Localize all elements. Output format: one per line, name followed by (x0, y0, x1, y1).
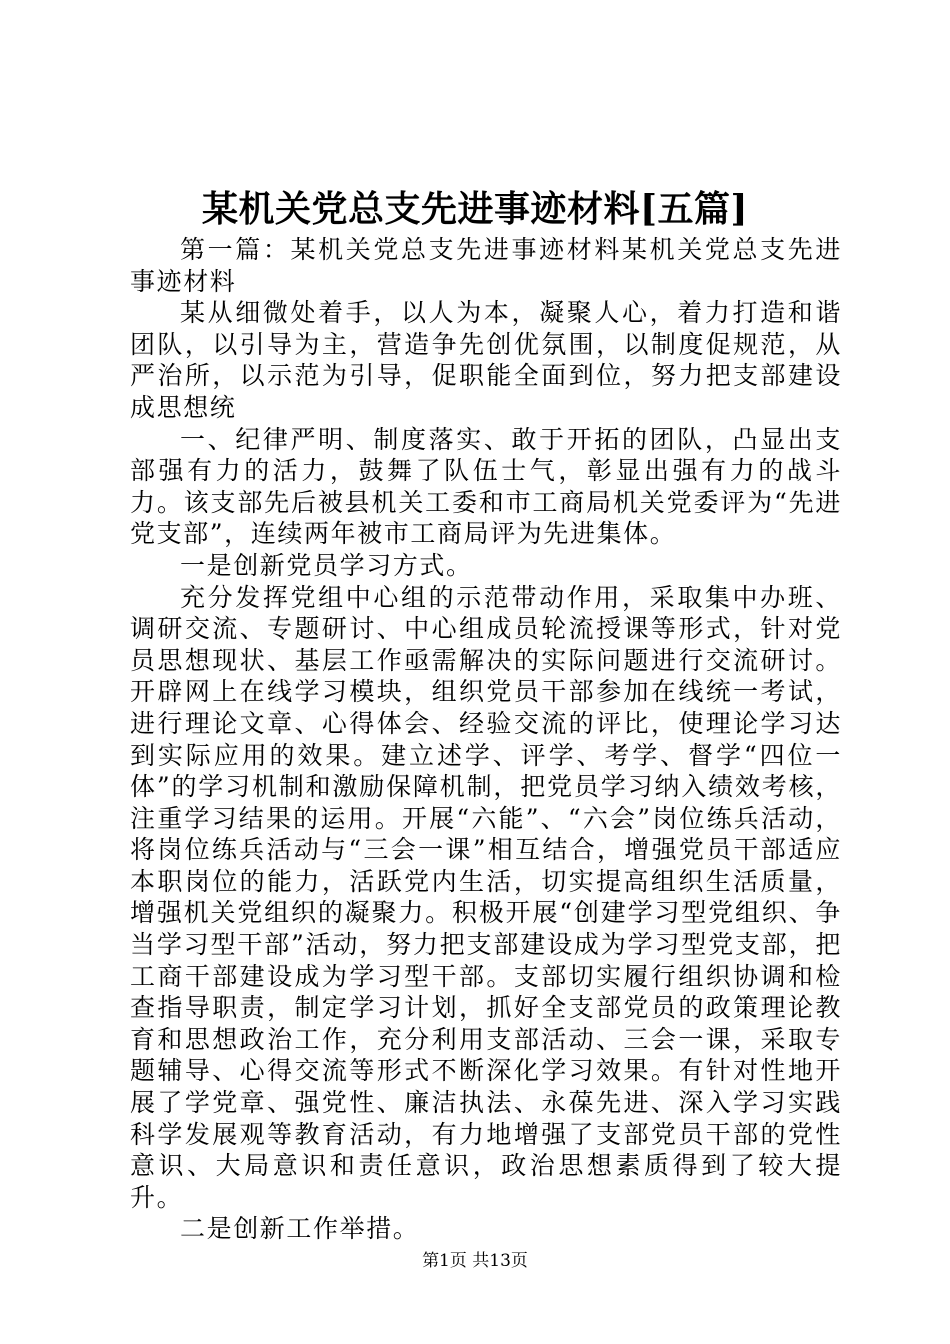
page-footer: 第1页 共13页 (422, 1251, 528, 1271)
paragraph-subheading-work: 二是创新工作举措。 (180, 1214, 420, 1244)
paragraph-subheading-study: 一是创新党员学习方式。 (180, 550, 473, 580)
paragraph-study-details: 充分发挥党组中心组的示范带动作用，采取集中办班、调研交流、专题研讨、中心组成员轮流授课等形式，针对党员思想现状、基层工作亟需解决的实际问题进行交流研讨。开辟网上在线学习模块，组织党员干部参加在线统一考试，进行理论文章、心得体会、经验交流的评比，使理论学习达到实际应用的效果。建立述学、评学、考学、督学“四位一体”的学习机制和激励保障机制，把党员学习纳入绩效考核，注重学习结果的运用。开展“六能”、“六会”岗位练兵活动，将岗位练兵活动与“三会一课”相互结合，增强党员干部适应本职岗位的能力，活跃党内生活，切实提高组织生活质量，增强机关党组织的凝聚力。积极开展“创建学习型党组织、争当学习型干部”活动，努力把支部建设成为学习型党支部，把工商干部建设成为学习型干部。支部切实履行组织协调和检查指导职责，制定学习计划，抓好全支部党员的政策理论教育和思想政治工作，充分利用支部活动、三会一课，采取专题辅导、心得交流等形式不断深化学习效果。有针对性地开展了学党章、强党性、廉洁执法、永葆先进、深入学习实践科学发展观等教育活动，有力地增强了支部党员干部的党性意识、大局意识和责任意识，政治思想素质得到了较大提升。 (130, 582, 842, 1212)
document-body (130, 234, 842, 1245)
document-title: 某机关党总支先进事迹材料[五篇] (201, 188, 749, 230)
paragraph-intro: 某从细微处着手，以人为本，凝聚人心，着力打造和谐团队，以引导为主，营造争先创优氛围，以制度促规范，从严治所，以示范为引导，促职能全面到位，努力把支部建设成思想统 (130, 298, 842, 422)
paragraph-heading-first-article: 第一篇：某机关党总支先进事迹材料某机关党总支先进事迹材料 (130, 235, 842, 296)
paragraph-section-one: 一、纪律严明、制度落实、敢于开拓的团队，凸显出支部强有力的活力，鼓舞了队伍士气，彰显出强有力的战斗力。该支部先后被县机关工委和市工商局机关党委评为“先进党支部”，连续两年被市工商局评为先进集体。 (130, 424, 842, 549)
